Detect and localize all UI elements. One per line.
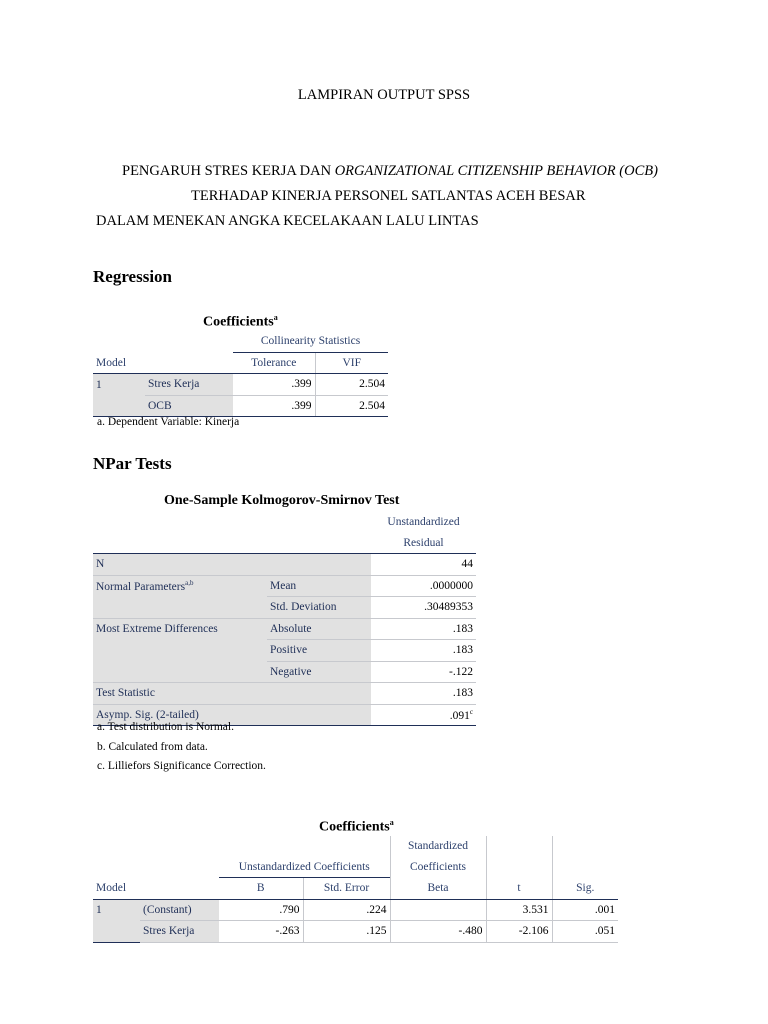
- predictor-label: (Constant): [140, 899, 219, 921]
- column-header-unstandardized: Unstandardized: [387, 516, 460, 529]
- column-header-tolerance: Tolerance: [233, 352, 315, 374]
- collinearity-table: [93, 331, 388, 417]
- beta-value: -.480: [390, 921, 486, 943]
- row-label-normal-parameters: [93, 575, 267, 597]
- mean-value: .0000000: [371, 575, 476, 597]
- column-header-residual: Residual: [371, 533, 476, 554]
- predictor-label: Stres Kerja: [145, 374, 233, 396]
- tolerance-value: .399: [233, 395, 315, 417]
- t-value: -2.106: [486, 921, 552, 943]
- table-title-text: Coefficients: [203, 314, 274, 330]
- column-header-model: Model: [93, 352, 145, 374]
- row-label-mean: Mean: [267, 575, 371, 597]
- subtitle-line-1-italic: ORGANIZATIONAL CITIZENSHIP BEHAVIOR (OCB): [334, 163, 658, 179]
- tolerance-value: .399: [233, 374, 315, 396]
- row-label-extreme-differences: Most Extreme Differences: [93, 618, 267, 640]
- test-statistic-value: .183: [371, 683, 476, 705]
- column-header-model: Model: [93, 878, 140, 900]
- table-row: [93, 395, 388, 417]
- table-row: [93, 661, 476, 683]
- subtitle-line-1-text: PENGARUH STRES KERJA DAN: [122, 163, 335, 179]
- std-error-value: .125: [303, 921, 390, 943]
- table-title-sup: a: [273, 313, 278, 322]
- table-title-ks: One-Sample Kolmogorov-Smirnov Test: [164, 493, 400, 508]
- footnote: a. Test distribution is Normal.: [97, 721, 234, 733]
- subtitle-line-3: DALAM MENEKAN ANGKA KECELAKAAN LALU LINTAS: [96, 213, 479, 229]
- table-row: [93, 921, 618, 943]
- footnote: b. Calculated from data.: [97, 741, 208, 753]
- sig-value: .051: [552, 921, 618, 943]
- normal-parameters-sup: a,b: [185, 579, 194, 588]
- predictor-label: OCB: [145, 395, 233, 417]
- column-header-vif: VIF: [315, 352, 388, 374]
- subtitle-line-1: [122, 163, 658, 180]
- table-title-sup: a: [389, 818, 394, 827]
- table-row: [93, 899, 618, 921]
- column-header-unstandardized-coefficients: Unstandardized Coefficients: [238, 860, 370, 873]
- column-header-coefficients: Coefficients: [390, 857, 486, 878]
- positive-value: .183: [371, 640, 476, 662]
- row-label-asymp-sig: Asymp. Sig. (2-tailed): [93, 704, 267, 726]
- row-label-std-deviation: Std. Deviation: [267, 597, 371, 619]
- t-value: 3.531: [486, 899, 552, 921]
- footnote: a. Dependent Variable: Kinerja: [97, 416, 240, 428]
- model-number: 1: [93, 899, 140, 921]
- b-value: .790: [219, 899, 303, 921]
- table-row: [93, 640, 476, 662]
- row-label-n: N: [93, 554, 267, 576]
- collinearity-group-header: Collinearity Statistics: [260, 335, 361, 348]
- asymp-sig-sup: c: [469, 707, 473, 716]
- table-row: [93, 618, 476, 640]
- table-row: [93, 597, 476, 619]
- row-label-negative: Negative: [267, 661, 371, 683]
- normal-parameters-text: Normal Parameters: [96, 580, 186, 593]
- section-title-npar: NPar Tests: [93, 454, 172, 473]
- row-label-positive: Positive: [267, 640, 371, 662]
- vif-value: 2.504: [315, 395, 388, 417]
- model-number: 1: [93, 374, 145, 396]
- table-row: [93, 554, 476, 576]
- column-header-sig: Sig.: [552, 878, 618, 900]
- table-title-text: Coefficients: [319, 819, 390, 835]
- std-error-value: .224: [303, 899, 390, 921]
- table-row: [93, 683, 476, 705]
- negative-value: -.122: [371, 661, 476, 683]
- n-value: 44: [371, 554, 476, 576]
- beta-value: [390, 899, 486, 921]
- column-header-standardized: Standardized: [390, 836, 486, 857]
- column-header-t: t: [486, 878, 552, 900]
- absolute-value: .183: [371, 618, 476, 640]
- section-title-regression: Regression: [93, 267, 173, 286]
- table-row: [93, 575, 476, 597]
- table-title-collinearity: [203, 313, 278, 331]
- row-label-test-statistic: Test Statistic: [93, 683, 267, 705]
- row-label-absolute: Absolute: [267, 618, 371, 640]
- b-value: -.263: [219, 921, 303, 943]
- vif-value: 2.504: [315, 374, 388, 396]
- sd-value: .30489353: [371, 597, 476, 619]
- document-title: LAMPIRAN OUTPUT SPSS: [297, 87, 471, 103]
- ks-test-table: [93, 512, 476, 726]
- sig-value: .001: [552, 899, 618, 921]
- predictor-label: Stres Kerja: [140, 921, 219, 943]
- asymp-sig-number: .091: [449, 709, 470, 722]
- column-header-beta: Beta: [390, 878, 486, 900]
- column-header-std-error: Std. Error: [303, 878, 390, 900]
- footnote: c. Lilliefors Significance Correction.: [97, 760, 266, 772]
- asymp-sig-value: [371, 704, 476, 726]
- coefficients-table: [93, 836, 618, 943]
- column-header-b: B: [219, 878, 303, 900]
- subtitle-line-2: TERHADAP KINERJA PERSONEL SATLANTAS ACEH BESAR: [191, 188, 586, 204]
- table-row: [93, 374, 388, 396]
- table-title-coefficients: [319, 818, 394, 836]
